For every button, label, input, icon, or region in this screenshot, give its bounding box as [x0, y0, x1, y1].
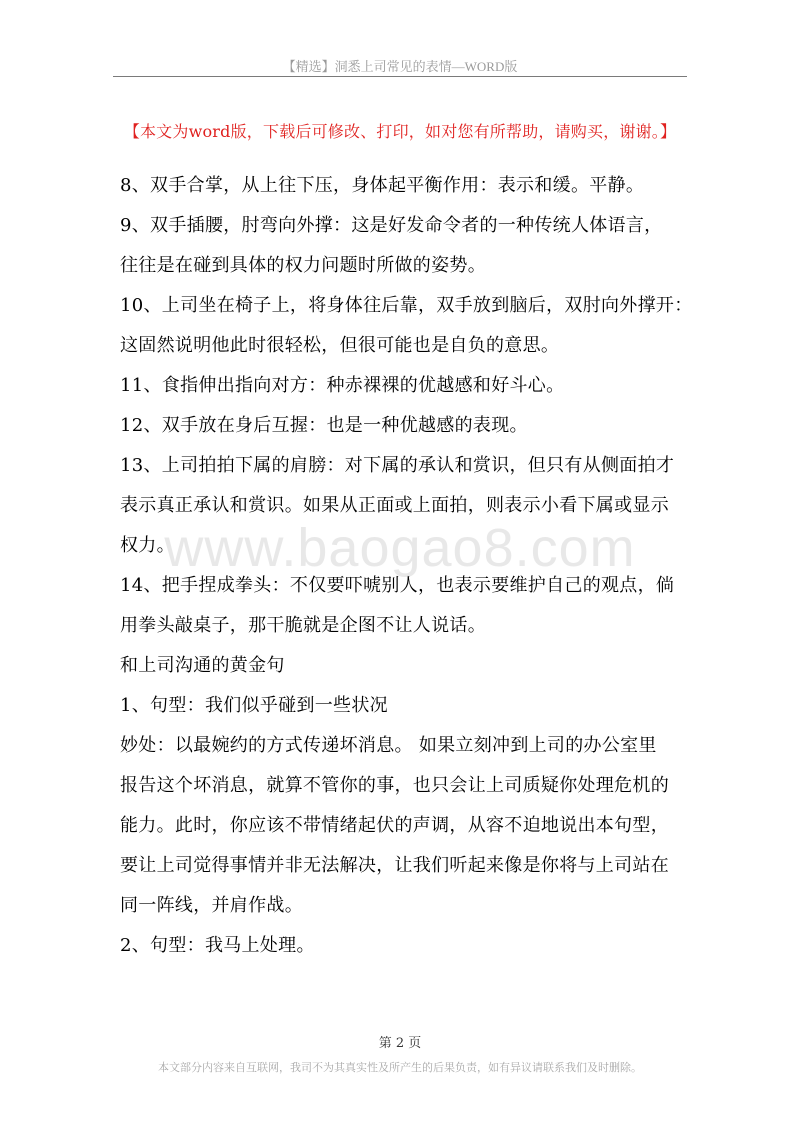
body-line: 权力。: [120, 535, 175, 556]
section-heading: 和上司沟通的黄金句: [120, 655, 285, 676]
body-line: 8、双手合掌，从上往下压，身体起平衡作用：表示和缓。平静。: [120, 175, 645, 196]
body-line: 1、句型：我们似乎碰到一些状况: [120, 695, 388, 716]
body-line: 能力。此时，你应该不带情绪起伏的声调，从容不迫地说出本句型，: [120, 815, 669, 836]
body-line: 这固然说明他此时很轻松，但很可能也是自负的意思。: [120, 335, 560, 356]
page-number: 第 2 页: [378, 1036, 422, 1051]
body-line: 13、上司拍拍下属的肩膀：对下属的承认和赏识，但只有从侧面拍才: [120, 455, 675, 476]
body-line: 表示真正承认和赏识。如果从正面或上面拍，则表示小看下属或显示: [120, 495, 669, 516]
body-line: 12、双手放在身后互握：也是一种优越感的表现。: [120, 415, 528, 436]
body-line: 2、句型：我马上处理。: [120, 935, 315, 956]
download-notice: 【本文为word版，下载后可修改、打印，如对您有所帮助，请购买，谢谢。】: [123, 122, 677, 141]
body-line: 妙处：以最婉约的方式传递坏消息。 如果立刻冲到上司的办公室里: [120, 735, 657, 756]
header-divider: [113, 76, 687, 77]
document-body: [120, 166, 693, 966]
body-line: 9、双手插腰，肘弯向外撑：这是好发命令者的一种传统人体语言，: [120, 215, 663, 236]
body-line: 同一阵线，并肩作战。: [120, 895, 303, 916]
body-line: 14、把手捏成拳头：不仅要吓唬别人，也表示要维护自己的观点，倘: [120, 575, 675, 596]
body-line: 报告这个坏消息，就算不管你的事，也只会让上司质疑你处理危机的: [120, 775, 669, 796]
body-line: 10、上司坐在椅子上，将身体往后靠，双手放到脑后，双肘向外撑开：: [120, 295, 693, 316]
body-line: 往往是在碰到具体的权力问题时所做的姿势。: [120, 255, 486, 276]
body-line: 要让上司觉得事情并非无法解决，让我们听起来像是你将与上司站在: [120, 855, 669, 876]
footer-disclaimer: 本文部分内容来自互联网，我司不为其真实性及所产生的后果负责，如有异议请联系我们及时删除。: [158, 1061, 642, 1074]
body-line: 用拳头敲桌子，那干脆就是企图不让人说话。: [120, 615, 486, 636]
page-header: 【精选】洞悉上司常见的表情—WORD版: [282, 59, 518, 74]
watermark: www.baogao8.com: [164, 518, 636, 578]
body-line: 11、食指伸出指向对方：种赤裸裸的优越感和好斗心。: [120, 375, 565, 396]
